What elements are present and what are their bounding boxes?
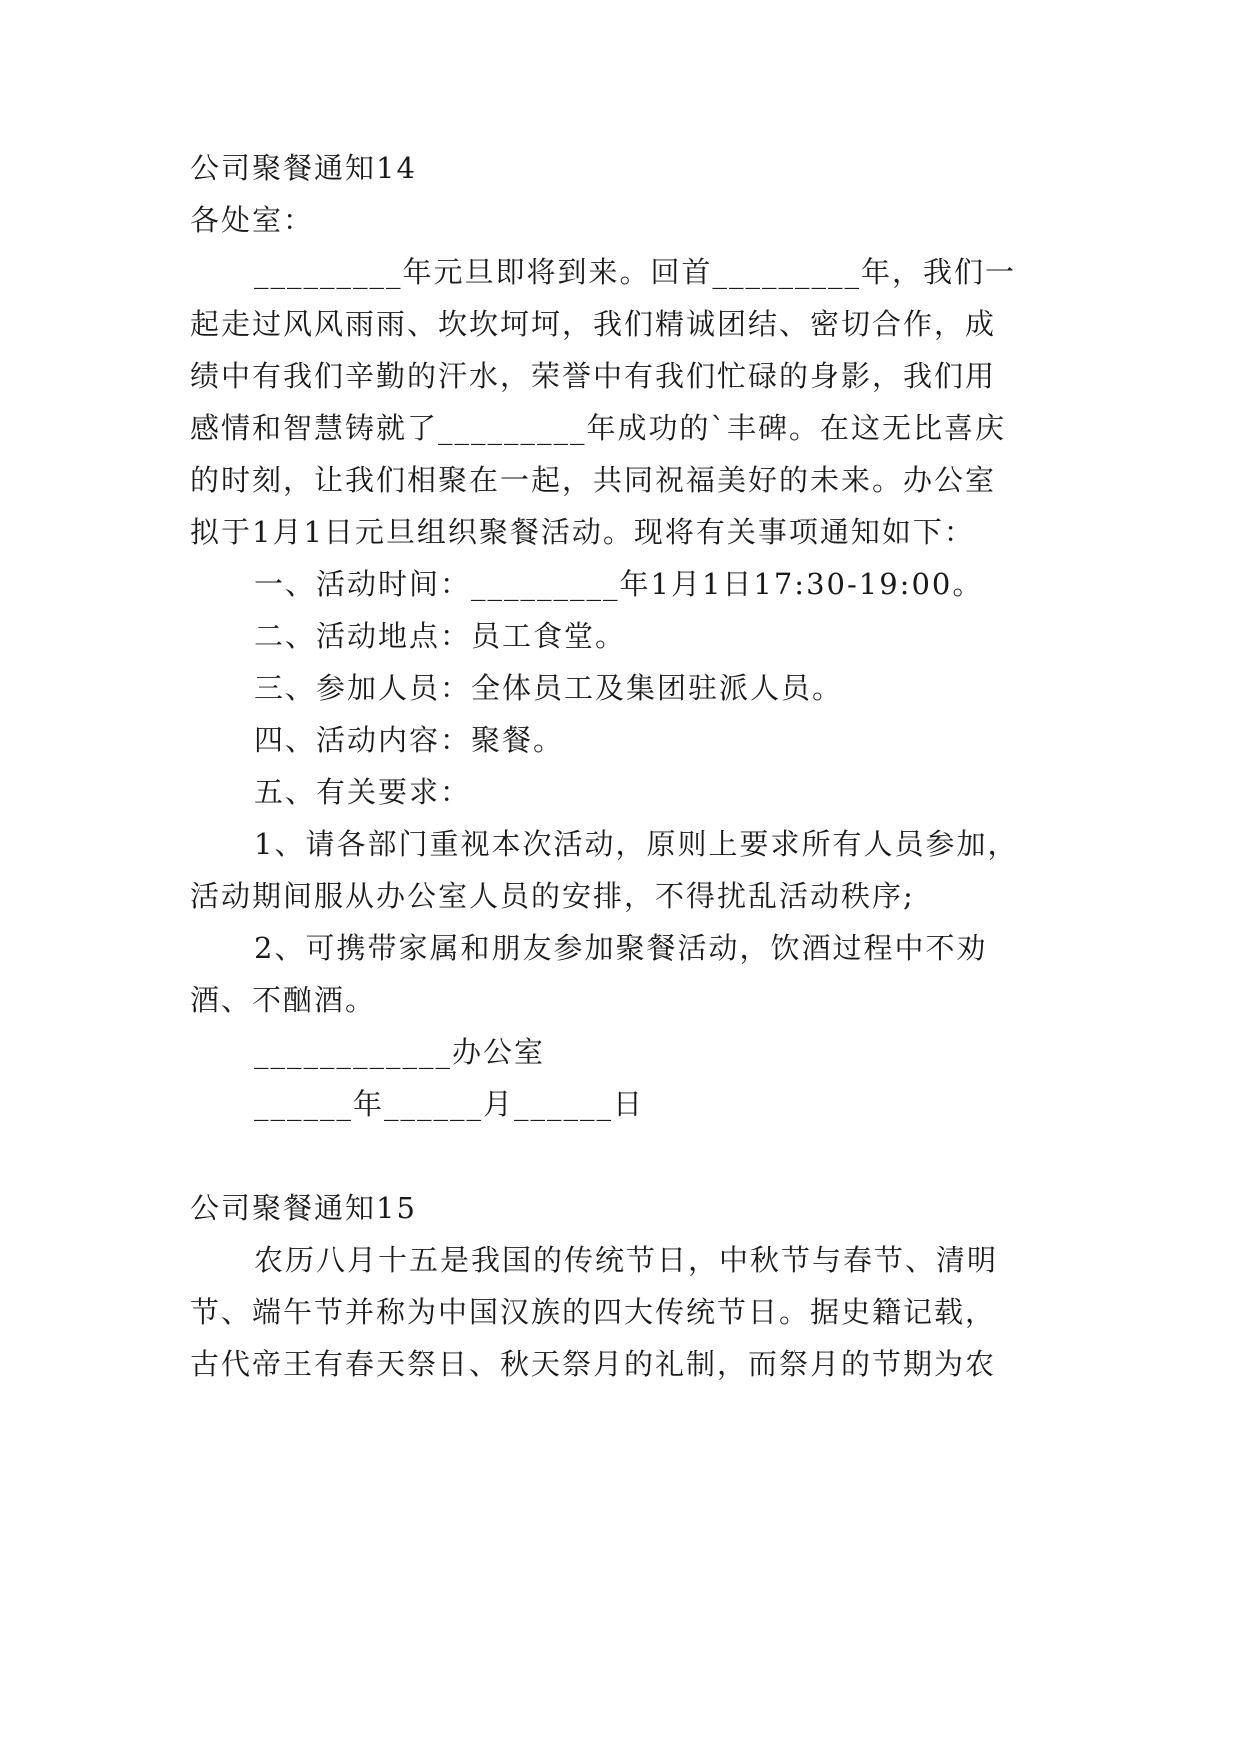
paragraph-line: 的时刻，让我们相聚在一起，共同祝福美好的未来。办公室 bbox=[190, 463, 997, 497]
requirement-line: 2、可携带家属和朋友参加聚餐活动，饮酒过程中不劝 bbox=[254, 931, 988, 965]
requirement-line: 活动期间服从办公室人员的安排，不得扰乱活动秩序; bbox=[190, 879, 915, 913]
list-item: 四、活动内容：聚餐。 bbox=[254, 723, 565, 757]
paragraph-line: 感情和智慧铸就了_________年成功的`丰碑。在这无比喜庆 bbox=[190, 411, 1007, 445]
paragraph-line: 起走过风风雨雨、坎坎坷坷，我们精诚团结、密切合作，成 bbox=[190, 307, 997, 341]
section-title: 公司聚餐通知14 bbox=[190, 151, 417, 185]
requirement-line: 酒、不酗酒。 bbox=[190, 983, 377, 1017]
section-title: 公司聚餐通知15 bbox=[190, 1191, 417, 1225]
paragraph-line: 古代帝王有春天祭日、秋天祭月的礼制，而祭月的节期为农 bbox=[190, 1347, 997, 1381]
requirement-line: 1、请各部门重视本次活动，原则上要求所有人员参加， bbox=[254, 827, 1019, 861]
paragraph-line: 绩中有我们辛勤的汗水，荣誉中有我们忙碌的身影，我们用 bbox=[190, 359, 997, 393]
paragraph-line: 拟于1月1日元旦组织聚餐活动。现将有关事项通知如下： bbox=[190, 515, 975, 549]
paragraph-line: 农历八月十五是我国的传统节日，中秋节与春节、清明 bbox=[254, 1243, 999, 1277]
paragraph-line: _________年元旦即将到来。回首_________年，我们一 bbox=[254, 255, 1017, 289]
list-item: 三、参加人员：全体员工及集团驻派人员。 bbox=[254, 671, 844, 705]
list-item: 五、有关要求： bbox=[254, 775, 472, 809]
list-item: 二、活动地点：员工食堂。 bbox=[254, 619, 627, 653]
date-line: ______年______月______日 bbox=[254, 1087, 645, 1121]
paragraph-line: 节、端午节并称为中国汉族的四大传统节日。据史籍记载， bbox=[190, 1295, 997, 1329]
list-item: 一、活动时间：_________年1月1日17:30-19:00。 bbox=[254, 567, 984, 601]
salutation: 各处室： bbox=[190, 203, 315, 237]
signature: ____________办公室 bbox=[254, 1035, 546, 1069]
